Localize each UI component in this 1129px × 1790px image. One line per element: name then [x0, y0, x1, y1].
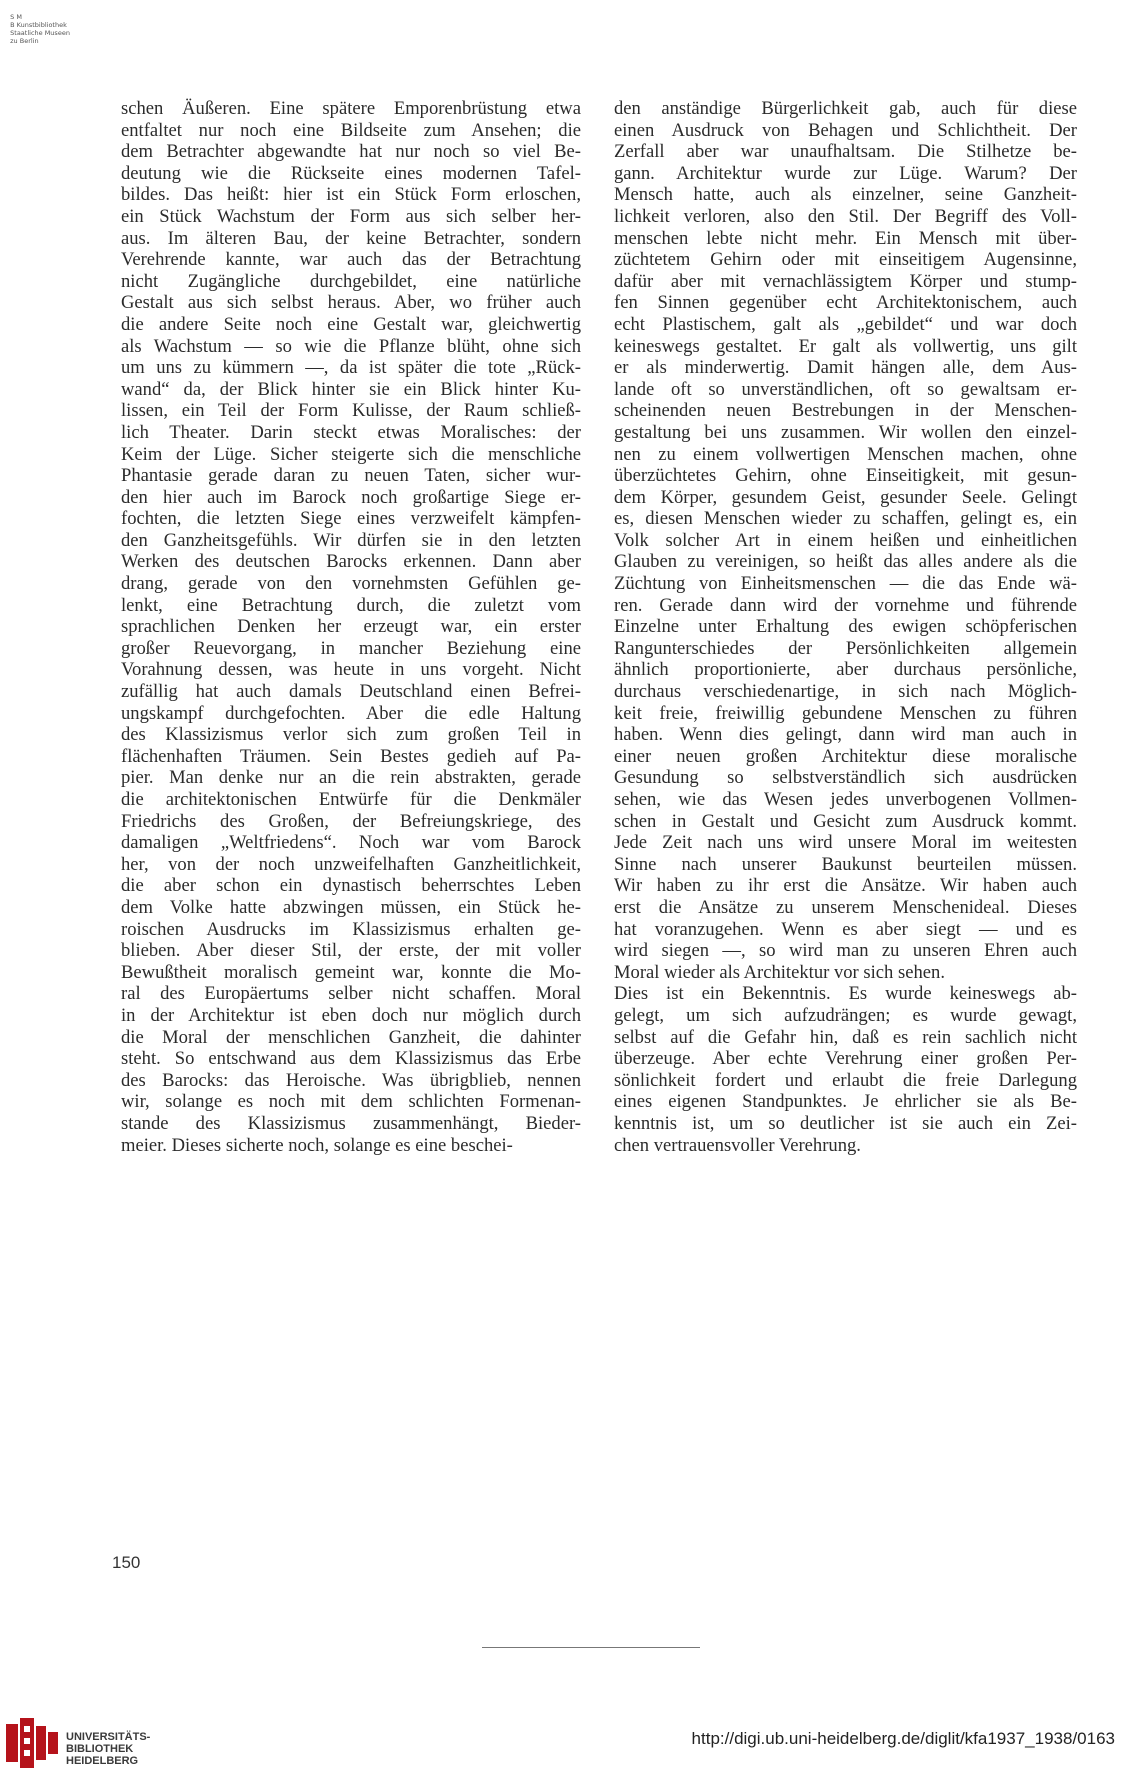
text-line: flächenhaften Träumen. Sein Bestes gedieh auf Pa- — [121, 745, 581, 767]
section-divider — [482, 1647, 700, 1648]
text-line: blieben. Aber dieser Stil, der erste, der mit voller — [121, 940, 581, 962]
text-line: überzeuge. Aber echte Verehrung einer großen Per- — [614, 1048, 1077, 1070]
text-line: Rangunterschiedes der Persönlichkeiten allgemein — [614, 637, 1077, 659]
text-line: die andere Seite noch eine Gestalt war, gleichwertig — [121, 313, 581, 335]
text-line: gestaltung bei uns zusammen. Wir wollen den einzel- — [614, 421, 1077, 443]
text-line: lich Theater. Darin steckt etwas Moralisches: der — [121, 421, 581, 443]
text-line: gelegt, um sich aufzudrängen; es wurde gewagt, — [614, 1004, 1077, 1026]
text-line: haben. Wenn dies gelingt, dann wird man auch in — [614, 724, 1077, 746]
text-line: dem Volke hatte abzwingen müssen, ein Stück he- — [121, 896, 581, 918]
text-line: drang, gerade von den vornehmsten Gefühlen ge- — [121, 573, 581, 595]
text-line: großer Reuevorgang, in mancher Beziehung eine — [121, 637, 581, 659]
text-line: sönlichkeit fordert und erlaubt die freie Darlegung — [614, 1069, 1077, 1091]
left-text-column — [121, 98, 581, 1156]
right-text-column — [614, 98, 1077, 1156]
text-line: kenntnis ist, um so deutlicher ist sie auch ein Zei- — [614, 1112, 1077, 1134]
stamp-line: B Kunstbibliothek — [10, 21, 67, 29]
source-url-link[interactable]: http://digi.ub.uni-heidelberg.de/diglit/kfa1937_1938/0163 — [691, 1729, 1115, 1748]
text-line: den Ganzheitsgefühls. Wir dürfen sie in den letzten — [121, 529, 581, 551]
university-library-logo — [6, 1714, 166, 1776]
footer — [0, 1700, 1129, 1790]
text-line: des Barocks: das Heroische. Was übrigblieb, nennen — [121, 1069, 581, 1091]
text-line: sehen, wie das Wesen jedes unverbogenen Vollmen- — [614, 789, 1077, 810]
text-line: wird siegen —, so wird man zu unseren Ehren auch — [614, 940, 1077, 962]
text-line: Friedrichs des Großen, der Befreiungskriege, des — [121, 810, 581, 832]
text-line: aus. Im älteren Bau, der keine Betrachter, sondern — [121, 227, 581, 249]
logo-text — [66, 1731, 150, 1767]
text-line: keit freie, freiwillig gebundene Menschen zu führen — [614, 702, 1077, 724]
text-line: Zerfall aber war unaufhaltsam. Die Stilhetze be- — [614, 141, 1077, 163]
text-line: fochten, die letzten Siege eines verzweifelt kämpfen- — [121, 508, 581, 530]
text-line: Gesundung so selbstverständlich sich ausdrücken — [614, 767, 1077, 789]
text-line: die aber schon ein dynastisch beherrschtes Leben — [121, 875, 581, 897]
text-line: roischen Ausdrucks im Klassizismus erhalten ge- — [121, 918, 581, 940]
text-line: deutung wie die Rückseite eines modernen Tafel- — [121, 162, 581, 184]
university-seal-icon — [6, 1716, 60, 1770]
text-line: Verehrende kannte, war auch das der Betrachtung — [121, 249, 581, 271]
text-line: Bewußtheit moralisch gemeint war, konnte die Mo- — [121, 961, 581, 983]
text-line: Vorahnung dessen, was heute in uns vorgeht. Nicht — [121, 659, 581, 681]
text-line: Werken des deutschen Barocks erkennen. Dann aber — [121, 551, 581, 573]
text-line: Gestalt aus sich selbst heraus. Aber, wo früher auch — [121, 292, 581, 314]
text-line: Züchtung von Einheitsmenschen — die das Ende wä- — [614, 573, 1077, 595]
text-line: Glauben zu vereinigen, so heißt das alles andere als die — [614, 551, 1077, 573]
text-line: lichkeit verloren, also den Stil. Der Begriff des Voll- — [614, 205, 1077, 227]
text-line: fen Sinnen gegenüber echt Architektonischem, auch — [614, 292, 1077, 314]
text-line: Moral wieder als Architektur vor sich sehen. — [614, 961, 945, 983]
text-line: eines eigenen Standpunktes. Je ehrlicher sie als Be- — [614, 1091, 1077, 1113]
text-line: Jede Zeit nach uns wird unsere Moral im weitesten — [614, 832, 1077, 854]
text-line: Phantasie gerade daran zu neuen Taten, sicher wur- — [121, 465, 581, 487]
text-line: es, diesen Menschen wieder zu schaffen, gelingt es, ein — [614, 508, 1077, 530]
text-line: stande des Klassizismus zusammenhängt, Bieder- — [121, 1112, 581, 1134]
text-line: die architektonischen Entwürfe für die Denkmäler — [121, 789, 581, 810]
text-line: nicht Zugängliche durchgebildet, eine natürliche — [121, 270, 581, 292]
text-line: ein Stück Wachstum der Form aus sich selber her- — [121, 205, 581, 227]
text-line: die Moral der menschlichen Ganzheit, die dahinter — [121, 1026, 581, 1048]
text-line: bildes. Das heißt: hier ist ein Stück Form erloschen, — [121, 184, 581, 206]
text-line: dem Körper, gesundem Geist, gesunder Seele. Gelingt — [614, 486, 1077, 508]
text-line: scheinenden neuen Bestrebungen in der Menschen- — [614, 400, 1077, 422]
text-line: steht. So entschwand aus dem Klassizismus das Erbe — [121, 1048, 581, 1070]
text-line: durchaus verschiedenartige, in sich nach Möglich- — [614, 681, 1077, 703]
text-line: lenkt, eine Betrachtung durch, die zuletzt vom — [121, 594, 581, 616]
text-line: überzüchtetes Gehirn, ohne Einseitigkeit, mit gesun- — [614, 465, 1077, 487]
stamp-line: zu Berlin — [10, 37, 39, 45]
text-line: menschen lebte nicht mehr. Ein Mensch mit über- — [614, 227, 1077, 249]
stamp-line: Staatliche Museen — [10, 29, 70, 37]
text-line: schen Äußeren. Eine spätere Emporenbrüstung etwa — [121, 98, 581, 119]
text-line: ral des Europäertums selber nicht schaffen. Moral — [121, 983, 581, 1005]
text-line: den anständige Bürgerlichkeit gab, auch für diese — [614, 98, 1077, 119]
text-line: zufällig hat auch damals Deutschland einen Befrei- — [121, 681, 581, 703]
text-line: dafür aber mit vernachlässigtem Körper und stump- — [614, 270, 1077, 292]
text-line: her, von der noch unzweifelhaften Ganzheitlichkeit, — [121, 853, 581, 875]
text-line: Sinne nach unserer Baukunst beurteilen müssen. — [614, 853, 1077, 875]
text-line: in der Architektur ist eben doch nur möglich durch — [121, 1004, 581, 1026]
text-line: lande oft so unverständlichen, oft so gewaltsam er- — [614, 378, 1077, 400]
text-line: wand“ da, der Blick hinter sie ein Blick hinter Ku- — [121, 378, 581, 400]
text-line: wir, solange es noch mit dem schlichten Formenan- — [121, 1091, 581, 1113]
text-line: echt Plastischem, galt als „gebildet“ und war doch — [614, 313, 1077, 335]
text-line: Mensch hatte, auch als einzelner, seine Ganzheit- — [614, 184, 1077, 206]
text-line: pier. Man denke nur an die rein abstrakten, gerade — [121, 767, 581, 789]
text-line: als Wachstum — so wie die Pflanze blüht, ohne sich — [121, 335, 581, 357]
text-line: dem Betrachter abgewandte hat nur noch so viel Be- — [121, 141, 581, 163]
text-line: einen Ausdruck von Behagen und Schlichtheit. Der — [614, 119, 1077, 141]
logo-line: HEIDELBERG — [66, 1755, 139, 1767]
text-line: um uns zu kümmern —, da ist später die tote „Rück- — [121, 357, 581, 379]
text-line: er als minderwertig. Damit hängen alle, dem Aus- — [614, 357, 1077, 379]
text-line: des Klassizismus verlor sich zum großen Teil in — [121, 724, 581, 746]
text-line: Keim der Lüge. Sicher steigerte sich die menschliche — [121, 443, 581, 465]
text-line: entfaltet nur noch eine Bildseite zum Ansehen; die — [121, 119, 581, 141]
text-line: nen zu einem vollwertigen Menschen machen, ohne — [614, 443, 1077, 465]
text-line: hat voranzugehen. Wenn es aber siegt — und es — [614, 918, 1077, 940]
library-stamp — [6, 5, 70, 45]
text-line: Einzelne unter Erhaltung des ewigen schöpferischen — [614, 616, 1077, 638]
logo-line: BIBLIOTHEK — [66, 1743, 134, 1755]
text-line: ähnlich proportionierte, aber durchaus persönliche, — [614, 659, 1077, 681]
text-line: selbst auf die Gefahr hin, daß es rein sachlich nicht — [614, 1026, 1077, 1048]
text-line: Wir haben zu ihr erst die Ansätze. Wir haben auch — [614, 875, 1077, 897]
text-line: den hier auch im Barock noch großartige Siege er- — [121, 486, 581, 508]
text-line: schen in Gestalt und Gesicht zum Ausdruck kommt. — [614, 810, 1077, 832]
text-line: keineswegs gestaltet. Er galt als vollwertig, uns gilt — [614, 335, 1077, 357]
text-line: ren. Gerade dann wird der vornehme und führende — [614, 594, 1077, 616]
text-line: erst die Ansätze zu unserem Menschenideal. Dieses — [614, 896, 1077, 918]
stamp-line: S M — [10, 13, 22, 21]
text-line: ungskampf durchgefochten. Aber die edle Haltung — [121, 702, 581, 724]
page-number: 150 — [112, 1553, 141, 1572]
text-line: einer neuen großen Architektur diese moralische — [614, 745, 1077, 767]
text-line: Dies ist ein Bekenntnis. Es wurde keineswegs ab- — [614, 983, 1077, 1005]
text-line: chen vertrauensvoller Verehrung. — [614, 1134, 861, 1156]
text-line: Volk solcher Art in einem heißen und einheitlichen — [614, 529, 1077, 551]
text-line: gann. Architektur wurde zur Lüge. Warum? Der — [614, 162, 1077, 184]
text-line: sprachlichen Denken her erzeugt war, ein erster — [121, 616, 581, 638]
text-line: lissen, ein Teil der Form Kulisse, der Raum schließ- — [121, 400, 581, 422]
logo-line: UNIVERSITÄTS- — [66, 1731, 151, 1743]
text-line: meier. Dieses sicherte noch, solange es eine beschei- — [121, 1134, 513, 1156]
text-line: züchtetem Gehirn oder mit einseitigem Augensinne, — [614, 249, 1077, 271]
text-line: damaligen „Weltfriedens“. Noch war vom Barock — [121, 832, 581, 854]
